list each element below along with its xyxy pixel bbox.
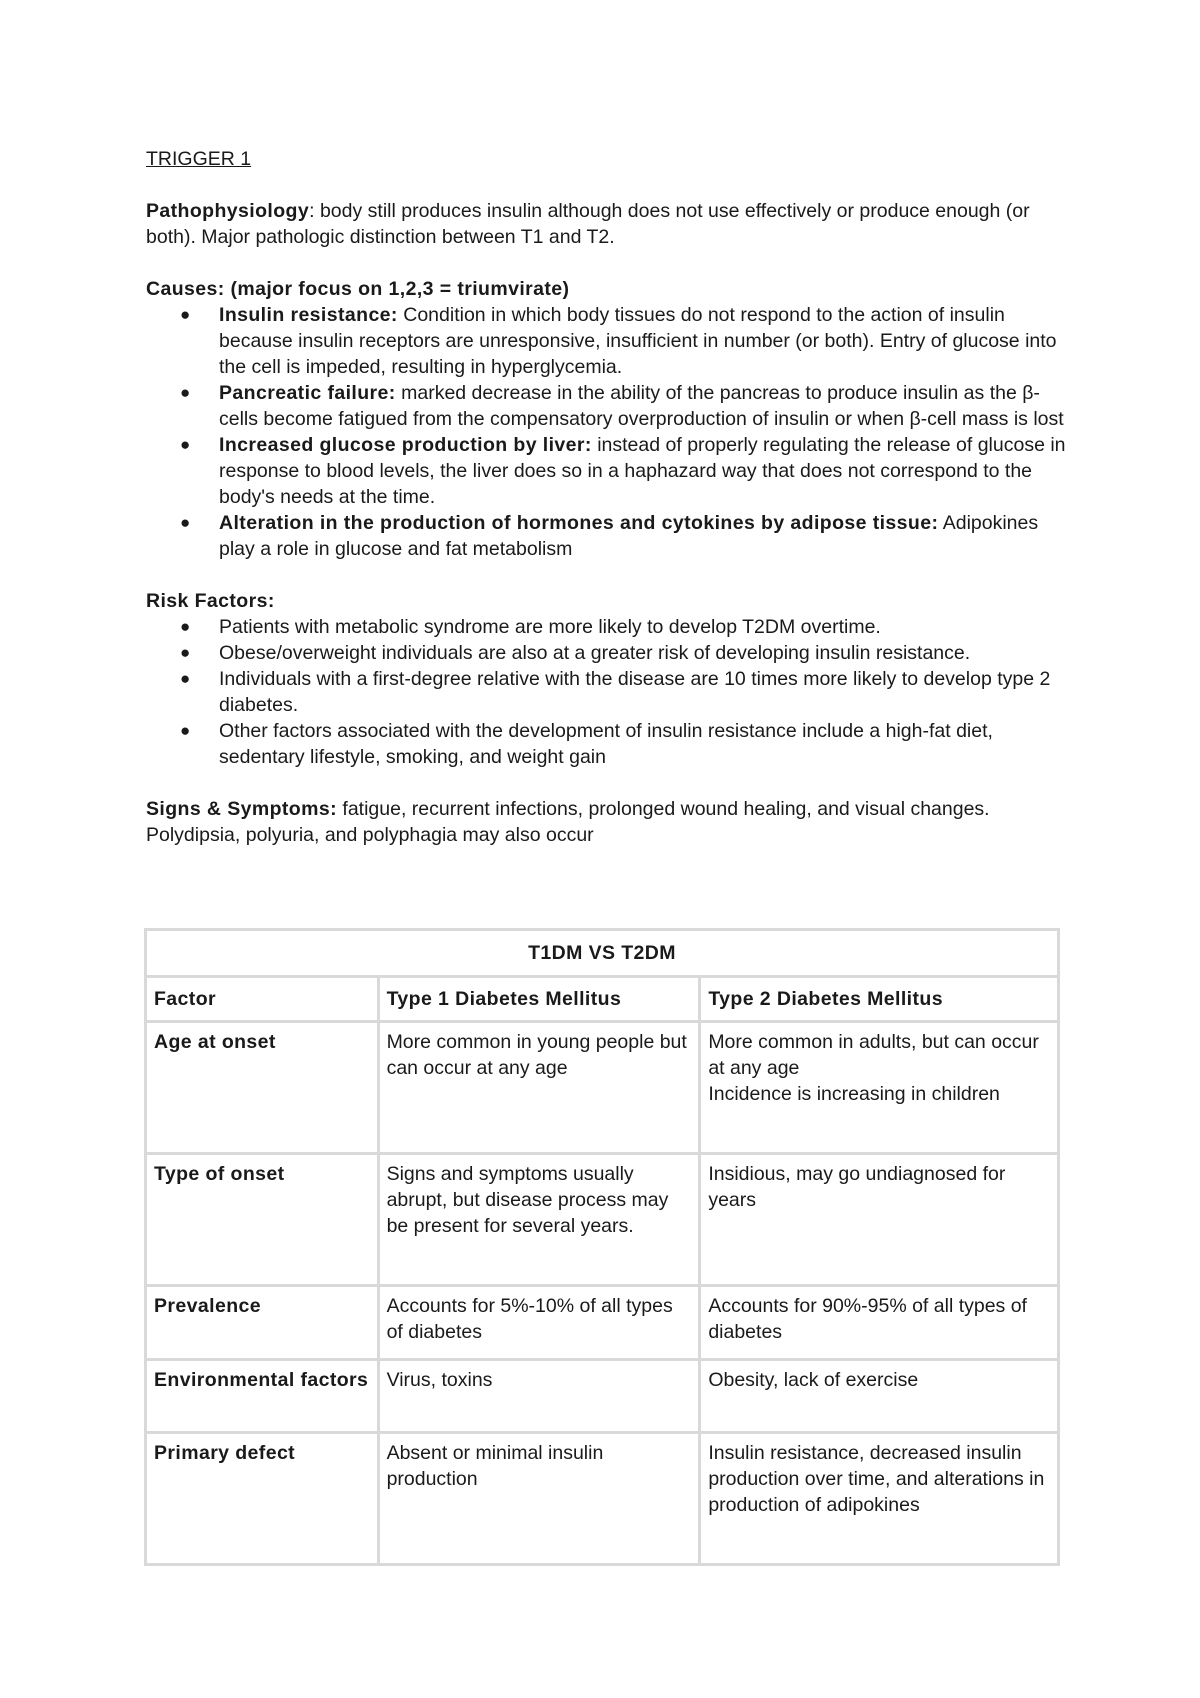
bullet-icon: ● — [180, 435, 191, 454]
table-row — [146, 1286, 1059, 1360]
list-item — [180, 432, 1066, 510]
list-item — [180, 640, 1066, 666]
type2-cell: Insidious, may go undiagnosed for years — [700, 1154, 1059, 1286]
cause-label: Insulin resistance: — [219, 304, 398, 326]
type1-cell: Signs and symptoms usually abrupt, but disease process may be present for several years. — [378, 1154, 700, 1286]
bullet-icon: ● — [180, 669, 191, 688]
table-row — [146, 1360, 1059, 1433]
table-row — [146, 1154, 1059, 1286]
cause-text: marked decrease in the ability of the pancreas to produce insulin as the β-cells become fatigued from the compensatory overproduction of insulin or when β-cell mass is lost — [219, 382, 1064, 430]
pathophysiology-text: : body still produces insulin although does not use effectively or produce enough (or both). Major pathologic distinction between T1 and T2. — [146, 200, 1030, 248]
risk-factor-text: Individuals with a first-degree relative with the disease are 10 times more likely to develop type 2 diabetes. — [219, 668, 1051, 716]
list-item — [180, 510, 1066, 562]
risk-factor-text: Obese/overweight individuals are also at a greater risk of developing insulin resistance. — [219, 642, 971, 664]
bullet-icon: ● — [180, 643, 191, 662]
type2-cell: Accounts for 90%-95% of all types of diabetes — [700, 1286, 1059, 1360]
list-item — [180, 302, 1066, 380]
factor-cell: Type of onset — [146, 1154, 379, 1286]
table-row — [146, 1022, 1059, 1154]
cause-label: Increased glucose production by liver: — [219, 434, 592, 456]
cause-text: instead of properly regulating the release of glucose in response to blood levels, the liver does so in a haphazard way that does not correspond to the body's needs at the time. — [219, 434, 1066, 508]
signs-symptoms-label: Signs & Symptoms: — [146, 798, 337, 820]
bullet-icon: ● — [180, 305, 191, 324]
type1-cell: Absent or minimal insulin production — [378, 1433, 700, 1565]
type2-cell-line: Incidence is increasing in children — [708, 1083, 1000, 1105]
pathophysiology-paragraph — [146, 198, 1066, 250]
risk-factors-title: Risk Factors: — [146, 590, 275, 612]
risk-factors-list — [146, 614, 1066, 770]
table-header-row — [146, 977, 1059, 1022]
factor-cell: Prevalence — [146, 1286, 379, 1360]
list-item — [180, 666, 1066, 718]
bullet-icon: ● — [180, 383, 191, 402]
column-header-type1: Type 1 Diabetes Mellitus — [378, 977, 700, 1022]
list-item — [180, 380, 1066, 432]
document-heading: TRIGGER 1 — [146, 148, 252, 170]
table-title: T1DM VS T2DM — [146, 930, 1059, 977]
type1-cell: Virus, toxins — [378, 1360, 700, 1433]
table-title-row — [146, 930, 1059, 977]
bullet-icon: ● — [180, 513, 191, 532]
type1-cell: Accounts for 5%-10% of all types of diabetes — [378, 1286, 700, 1360]
comparison-table — [144, 928, 1060, 1566]
type2-cell: Obesity, lack of exercise — [700, 1360, 1059, 1433]
type2-cell: Insulin resistance, decreased insulin production over time, and alterations in production of adipokines — [700, 1433, 1059, 1565]
bullet-icon: ● — [180, 617, 191, 636]
causes-title: Causes: (major focus on 1,2,3 = triumvirate) — [146, 278, 570, 300]
signs-symptoms-text: fatigue, recurrent infections, prolonged wound healing, and visual changes. Polydipsia, polyuria, and polyphagia may also occur — [146, 798, 990, 846]
causes-list — [146, 302, 1066, 562]
pathophysiology-label: Pathophysiology — [146, 200, 310, 222]
risk-factor-text: Patients with metabolic syndrome are more likely to develop T2DM overtime. — [219, 616, 881, 638]
table-row — [146, 1433, 1059, 1565]
factor-cell: Age at onset — [146, 1022, 379, 1154]
bullet-icon: ● — [180, 721, 191, 740]
cause-label: Pancreatic failure: — [219, 382, 396, 404]
risk-factor-text: Other factors associated with the development of insulin resistance include a high-fat diet, sedentary lifestyle, smoking, and weight gain — [219, 720, 993, 768]
column-header-factor: Factor — [146, 977, 379, 1022]
cause-label: Alteration in the production of hormones and cytokines by adipose tissue: — [219, 512, 939, 534]
type1-cell: More common in young people but can occur at any age — [378, 1022, 700, 1154]
signs-symptoms-paragraph — [146, 796, 1066, 848]
cause-text: Condition in which body tissues do not respond to the action of insulin because insulin receptors are unresponsive, insufficient in number (or both). Entry of glucose into the cell is impeded, resulting in hyperglycemia. — [219, 304, 1057, 378]
column-header-type2: Type 2 Diabetes Mellitus — [700, 977, 1059, 1022]
list-item — [180, 718, 1066, 770]
factor-cell: Primary defect — [146, 1433, 379, 1565]
factor-cell: Environmental factors — [146, 1360, 379, 1433]
type2-cell — [700, 1022, 1059, 1154]
list-item — [180, 614, 1066, 640]
document-body — [146, 146, 1066, 848]
type2-cell-line: More common in adults, but can occur at any age — [708, 1031, 1039, 1079]
cause-text: Adipokines play a role in glucose and fat metabolism — [219, 512, 1039, 560]
